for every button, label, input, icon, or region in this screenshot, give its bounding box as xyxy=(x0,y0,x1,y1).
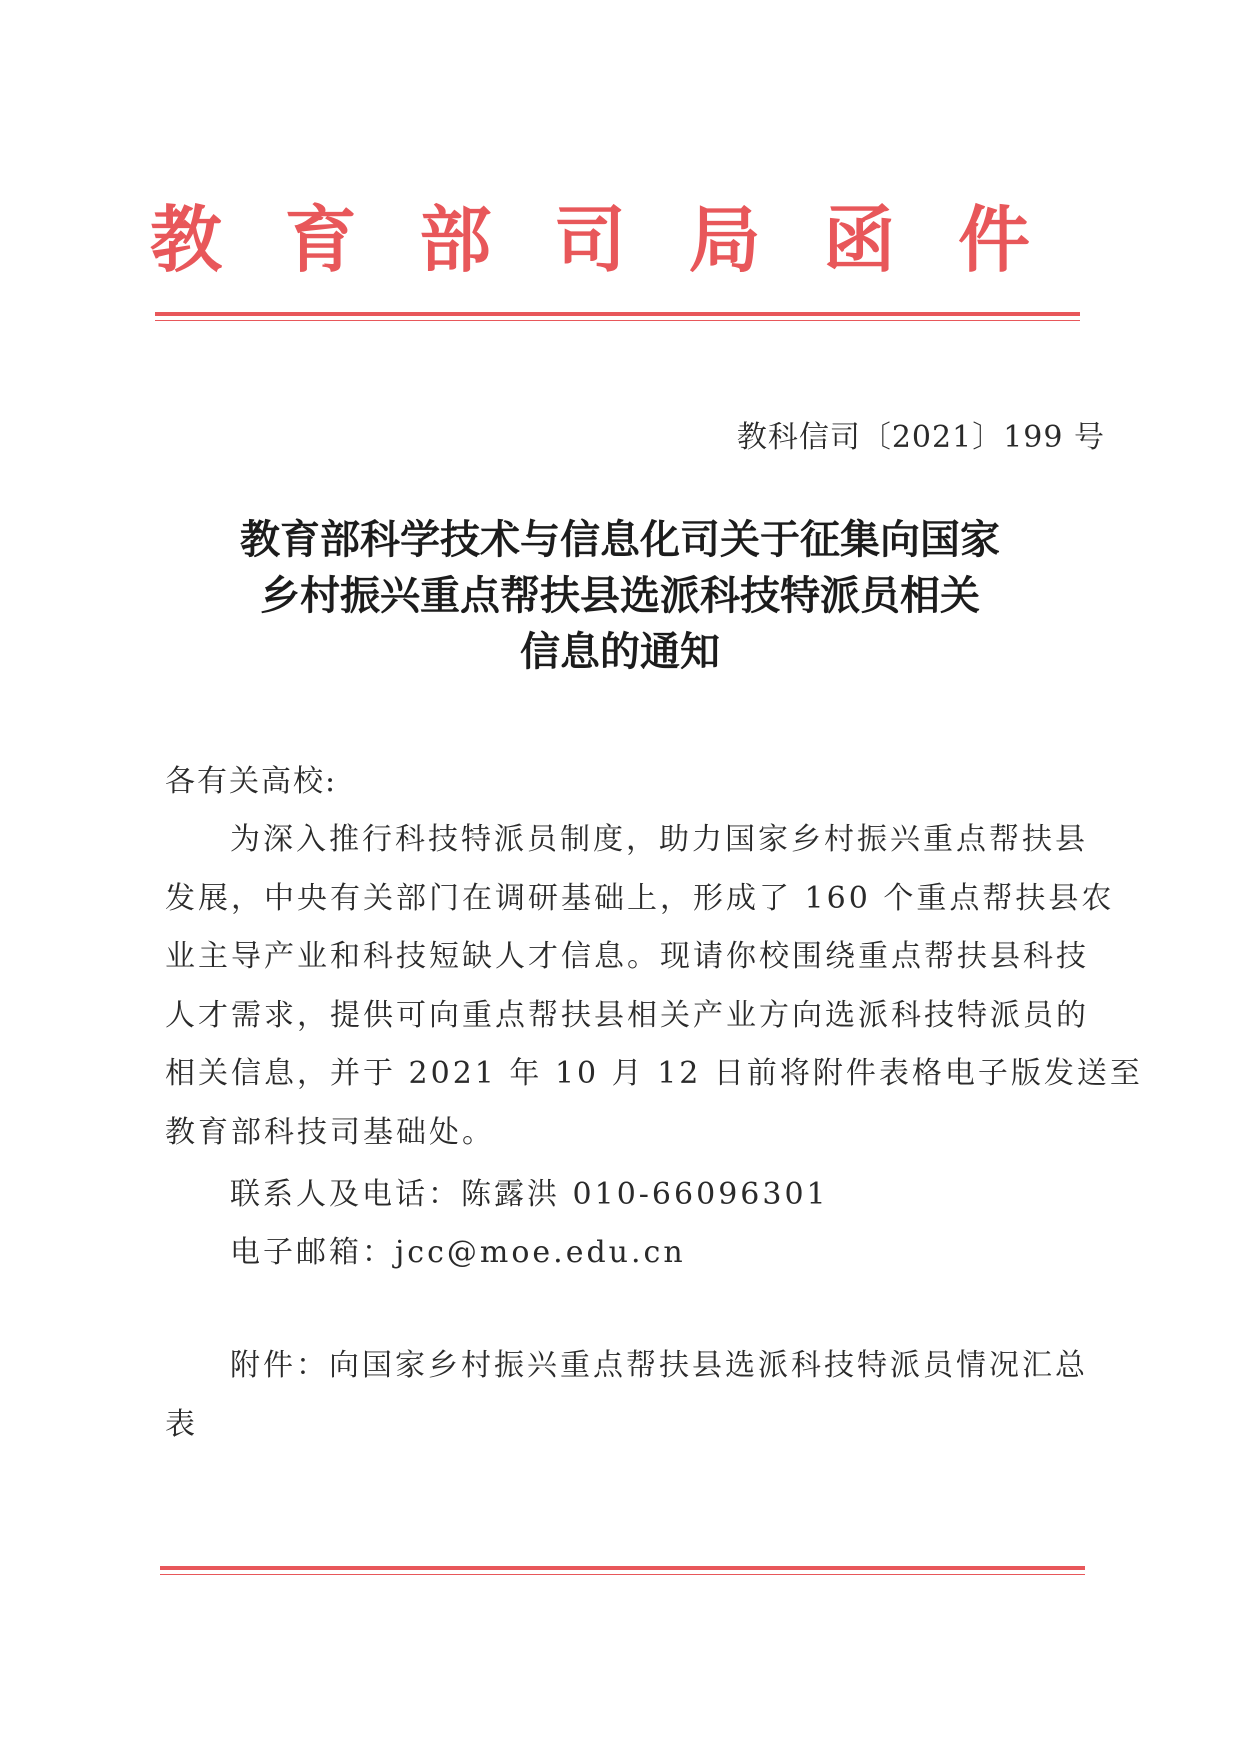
attachment-line: 表 xyxy=(165,1406,198,1442)
masthead-divider-thick xyxy=(155,312,1080,316)
email-info xyxy=(165,1224,1100,1283)
paragraph-line: 发展，中央有关部门在调研基础上，形成了 160 个重点帮扶县农 xyxy=(165,880,1115,916)
paragraph-line: 为深入推行科技特派员制度，助力国家乡村振兴重点帮扶县 xyxy=(230,822,1088,857)
title-line: 教育部科学技术与信息化司关于征集向国家 xyxy=(240,517,1000,563)
title-line: 乡村振兴重点帮扶县选派科技特派员相关 xyxy=(260,573,980,619)
masthead-divider-thin xyxy=(155,320,1080,321)
paragraph-line: 相关信息，并于 2021 年 10 月 12 日前将附件表格电子版发送至 xyxy=(165,1056,1143,1091)
masthead-char: 局 xyxy=(688,197,761,282)
masthead-char: 部 xyxy=(419,197,492,282)
masthead-char: 司 xyxy=(553,197,626,282)
contact-line: 联系人及电话：陈露洪 010-66096301 xyxy=(230,1177,829,1212)
masthead-char: 件 xyxy=(957,197,1030,282)
paragraph-line: 教育部科技司基础处。 xyxy=(165,1114,495,1150)
attachment-note xyxy=(165,1337,1100,1454)
title-line: 信息的通知 xyxy=(520,629,720,675)
document-number: 教科信司〔2021〕199 号 xyxy=(736,420,1105,455)
main-paragraph xyxy=(165,811,1143,1162)
contact-info xyxy=(165,1166,1100,1225)
email-line: 电子邮箱：jcc@moe.edu.cn xyxy=(230,1235,686,1270)
footer-divider-thick xyxy=(160,1566,1085,1570)
paragraph-line: 业主导产业和科技短缺人才信息。现请你校围绕重点帮扶县科技 xyxy=(165,939,1089,974)
document-title xyxy=(150,512,1090,680)
masthead-char: 教 xyxy=(150,197,223,282)
masthead-char: 函 xyxy=(823,197,896,282)
footer-divider-thin xyxy=(160,1574,1085,1575)
paragraph-line: 人才需求，提供可向重点帮扶县相关产业方向选派科技特派员的 xyxy=(165,997,1089,1033)
salutation: 各有关高校: xyxy=(165,764,338,799)
attachment-line: 附件：向国家乡村振兴重点帮扶县选派科技特派员情况汇总 xyxy=(230,1348,1088,1383)
masthead-char: 育 xyxy=(284,197,357,282)
masthead xyxy=(150,197,1030,282)
